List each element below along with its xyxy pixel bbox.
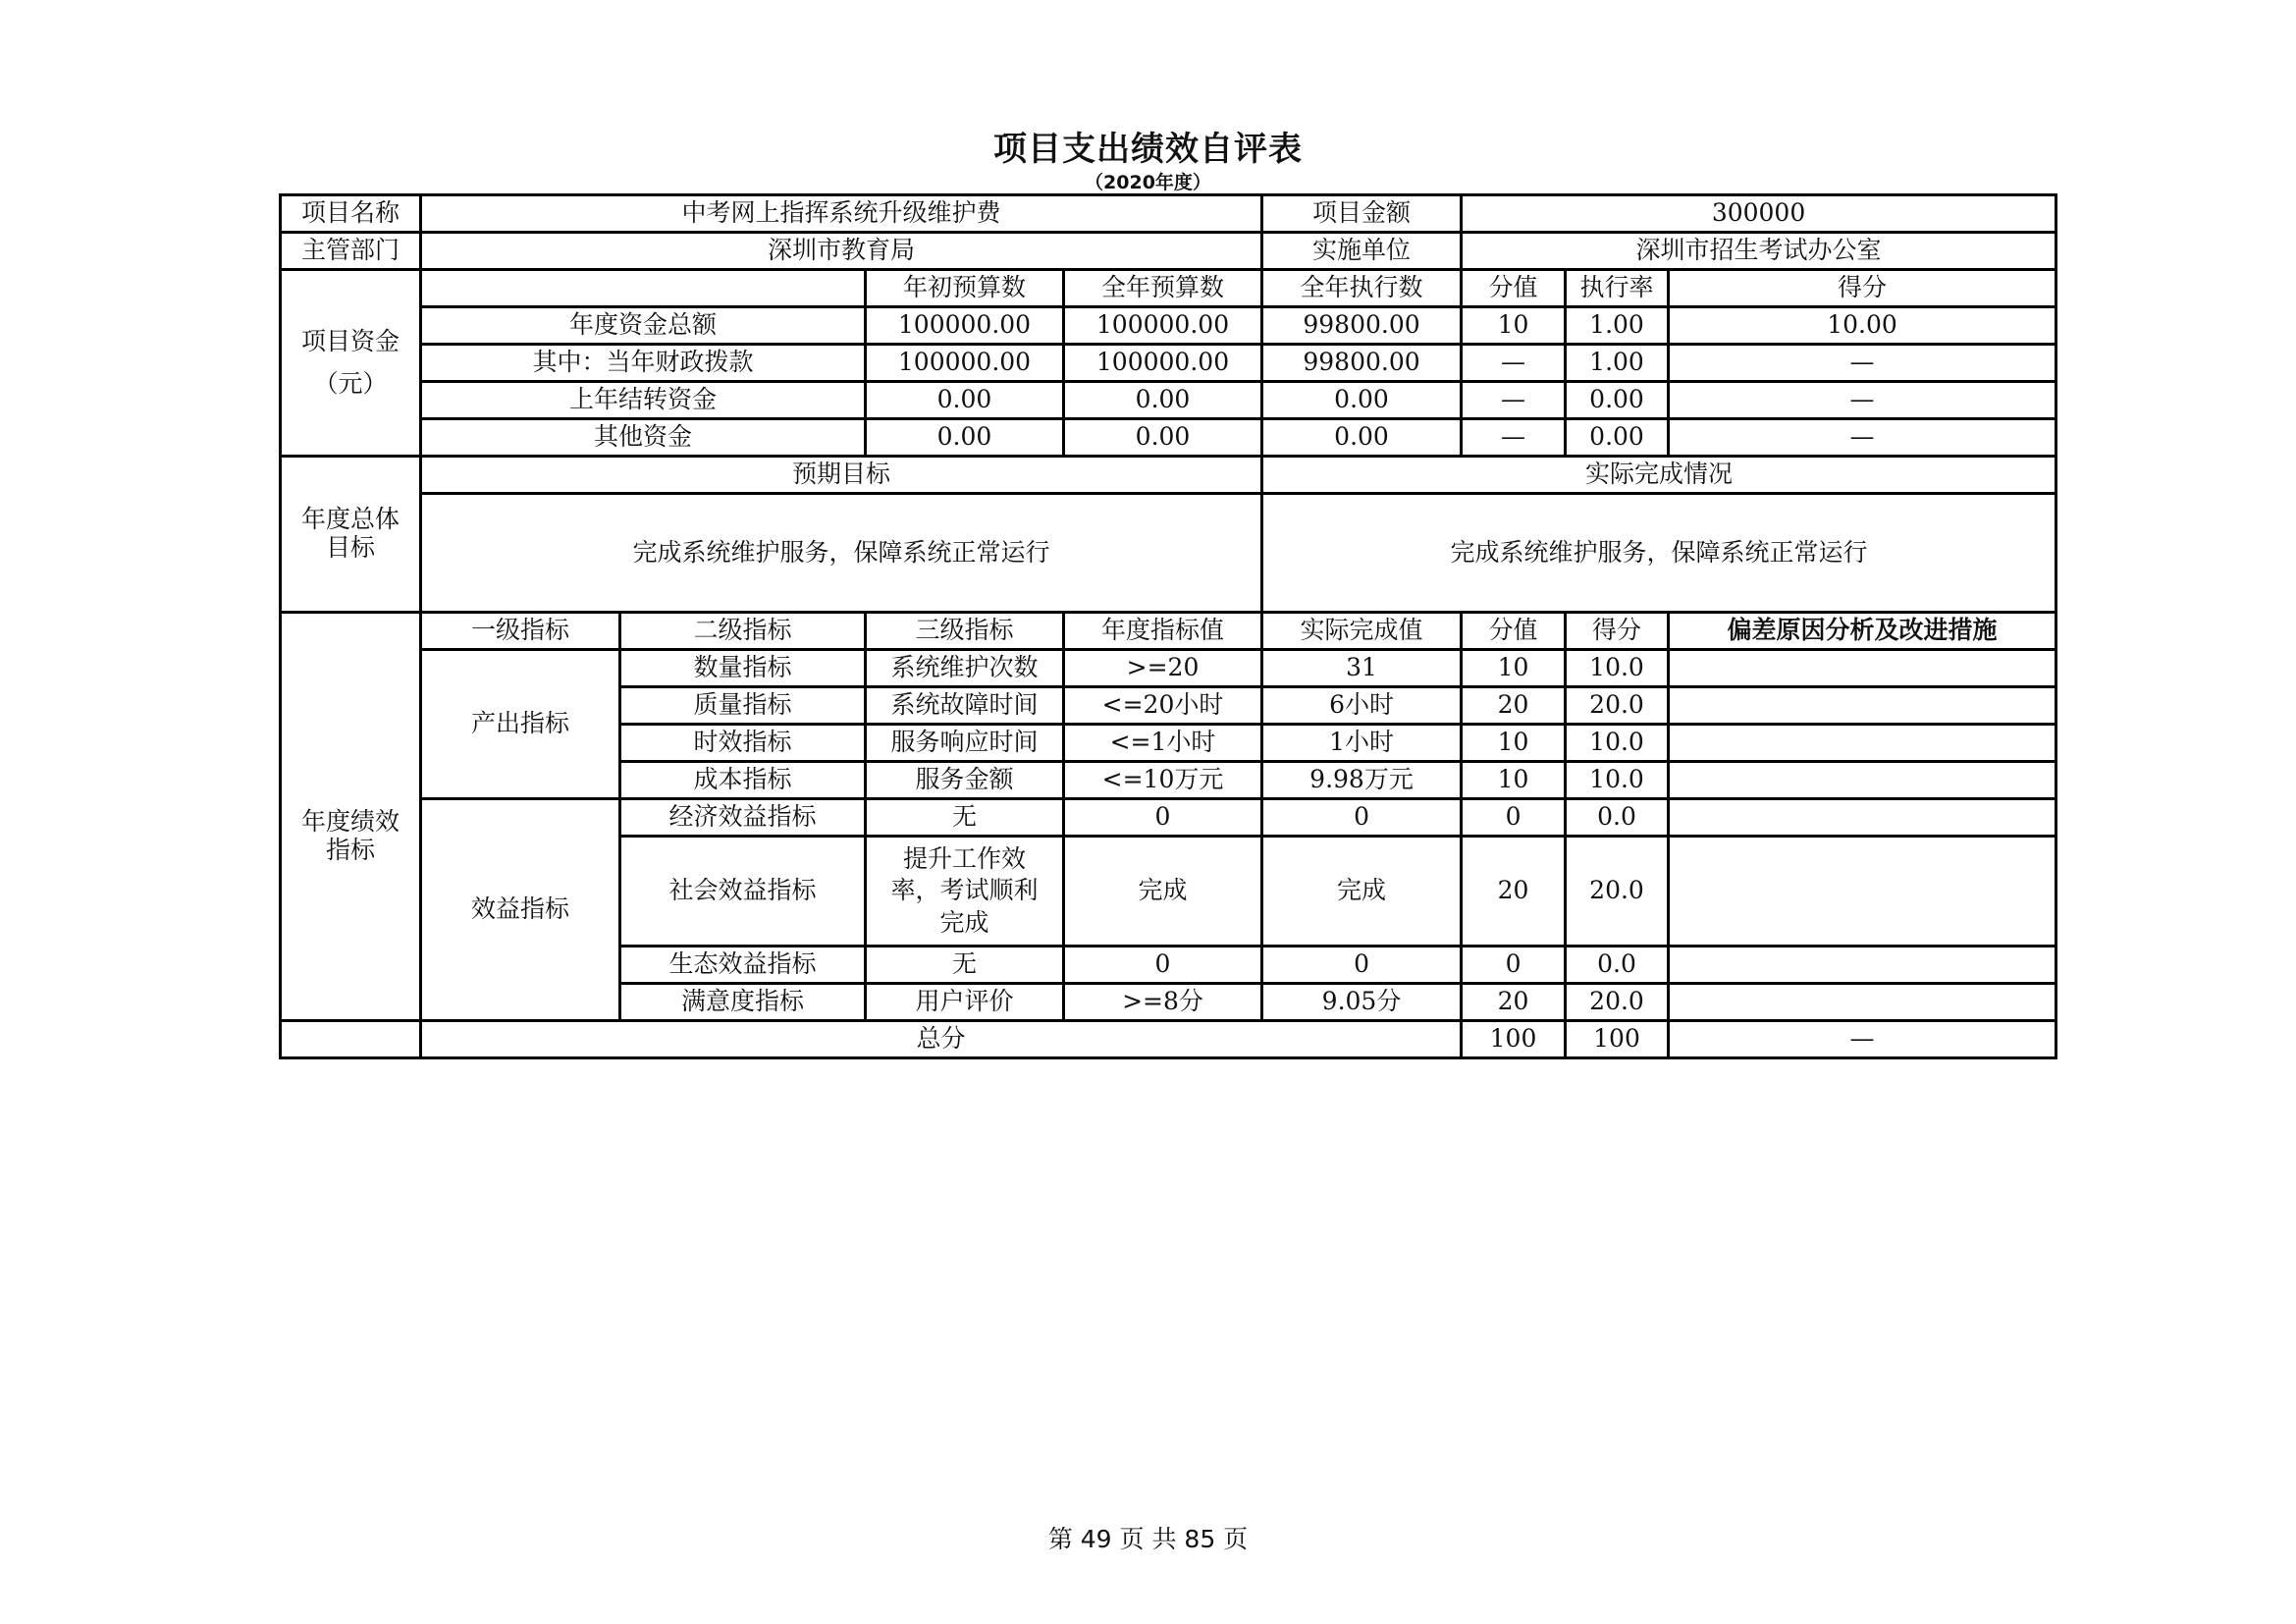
funds-initial-budget: 0.00 (866, 419, 1064, 457)
actual-goal-text: 完成系统维护服务，保障系统正常运行 (1262, 494, 2056, 613)
target-value: >=8分 (1064, 984, 1262, 1021)
funds-score: — (1669, 419, 2056, 457)
project-amount-value: 300000 (1462, 195, 2056, 233)
score: 10.0 (1566, 650, 1669, 687)
funds-header-row (281, 270, 2056, 307)
project-amount-label: 项目金额 (1262, 195, 1462, 233)
level1-benefit: 效益指标 (421, 799, 620, 1021)
funds-row-label: 年度资金总额 (421, 307, 866, 345)
total-label: 总分 (421, 1021, 1462, 1058)
funds-rate: 1.00 (1566, 345, 1669, 382)
total-row (281, 1021, 2056, 1058)
funds-score: — (1669, 382, 2056, 419)
score: 20.0 (1566, 687, 1669, 725)
funds-annual-budget: 0.00 (1064, 419, 1262, 457)
weight: 20 (1462, 837, 1566, 947)
funds-row (281, 382, 2056, 419)
actual-value: 0 (1262, 799, 1462, 837)
target-value: <=10万元 (1064, 762, 1262, 799)
funds-rate: 1.00 (1566, 307, 1669, 345)
funds-section-label (281, 270, 421, 457)
funds-score: 10.00 (1669, 307, 2056, 345)
level3: 无 (866, 799, 1064, 837)
score: 10.0 (1566, 725, 1669, 762)
goal-content-row (281, 494, 2056, 613)
weight: 0 (1462, 799, 1566, 837)
header-level1: 一级指标 (421, 613, 620, 650)
funds-header-blank (421, 270, 866, 307)
level2: 数量指标 (620, 650, 866, 687)
target-value: 0 (1064, 799, 1262, 837)
funds-weight: 10 (1462, 307, 1566, 345)
indicator-row (281, 650, 2056, 687)
level3: 服务响应时间 (866, 725, 1064, 762)
funds-row-label: 其他资金 (421, 419, 866, 457)
total-score: 100 (1566, 1021, 1669, 1058)
actual-value: 9.98万元 (1262, 762, 1462, 799)
level3-text: 提升工作效率，考试顺利完成 (890, 843, 1039, 937)
weight: 10 (1462, 725, 1566, 762)
actual-goal-label: 实际完成情况 (1262, 457, 2056, 494)
funds-header-initial-budget: 年初预算数 (866, 270, 1064, 307)
header-score: 得分 (1566, 613, 1669, 650)
target-value: 0 (1064, 947, 1262, 984)
remark (1669, 799, 2056, 837)
self-evaluation-table (279, 193, 2057, 1059)
funds-weight: — (1462, 382, 1566, 419)
score: 0.0 (1566, 799, 1669, 837)
funds-initial-budget: 100000.00 (866, 345, 1064, 382)
actual-value: 0 (1262, 947, 1462, 984)
level2: 成本指标 (620, 762, 866, 799)
funds-row (281, 307, 2056, 345)
funds-rate: 0.00 (1566, 419, 1669, 457)
funds-score: — (1669, 345, 2056, 382)
remark (1669, 984, 2056, 1021)
weight: 10 (1462, 762, 1566, 799)
impl-unit-value: 深圳市招生考试办公室 (1462, 233, 2056, 270)
level3 (866, 837, 1064, 947)
remark (1669, 650, 2056, 687)
actual-value: 9.05分 (1262, 984, 1462, 1021)
level3: 系统故障时间 (866, 687, 1064, 725)
score: 10.0 (1566, 762, 1669, 799)
level3: 服务金额 (866, 762, 1064, 799)
funds-row-label: 上年结转资金 (421, 382, 866, 419)
funds-initial-budget: 100000.00 (866, 307, 1064, 345)
target-value: <=20小时 (1064, 687, 1262, 725)
target-value: 完成 (1064, 837, 1262, 947)
expected-goal-label: 预期目标 (421, 457, 1262, 494)
header-target: 年度指标值 (1064, 613, 1262, 650)
level2: 满意度指标 (620, 984, 866, 1021)
page-footer: 第 49 页 共 85 页 (1047, 1525, 1249, 1553)
actual-value: 1小时 (1262, 725, 1462, 762)
header-level2: 二级指标 (620, 613, 866, 650)
score: 0.0 (1566, 947, 1669, 984)
total-blank (281, 1021, 421, 1058)
goal-section-line1: 年度总体 (300, 505, 400, 534)
header-level3: 三级指标 (866, 613, 1064, 650)
funds-row (281, 345, 2056, 382)
project-name-label: 项目名称 (281, 195, 421, 233)
remark (1669, 947, 2056, 984)
target-value: >=20 (1064, 650, 1262, 687)
dept-label: 主管部门 (281, 233, 421, 270)
weight: 20 (1462, 687, 1566, 725)
project-name-value: 中考网上指挥系统升级维护费 (421, 195, 1262, 233)
document-subtitle: （2020年度） (1085, 172, 1211, 193)
funds-annual-budget: 100000.00 (1064, 345, 1262, 382)
header-actual: 实际完成值 (1262, 613, 1462, 650)
header-remark: 偏差原因分析及改进措施 (1669, 613, 2056, 650)
total-weight: 100 (1462, 1021, 1566, 1058)
level2: 经济效益指标 (620, 799, 866, 837)
funds-header-executed: 全年执行数 (1262, 270, 1462, 307)
header-weight: 分值 (1462, 613, 1566, 650)
impl-unit-label: 实施单位 (1262, 233, 1462, 270)
expected-goal-text: 完成系统维护服务，保障系统正常运行 (421, 494, 1262, 613)
funds-annual-budget: 100000.00 (1064, 307, 1262, 345)
score: 20.0 (1566, 837, 1669, 947)
indicator-row (281, 799, 2056, 837)
level2: 生态效益指标 (620, 947, 866, 984)
funds-weight: — (1462, 345, 1566, 382)
funds-header-score: 得分 (1669, 270, 2056, 307)
funds-rate: 0.00 (1566, 382, 1669, 419)
level2: 时效指标 (620, 725, 866, 762)
funds-executed: 0.00 (1262, 382, 1462, 419)
funds-section-title: 项目资金 (300, 326, 400, 355)
indicator-header-row (281, 613, 2056, 650)
funds-weight: — (1462, 419, 1566, 457)
remark (1669, 687, 2056, 725)
weight: 20 (1462, 984, 1566, 1021)
dept-value: 深圳市教育局 (421, 233, 1262, 270)
funds-section-unit: （元） (313, 368, 388, 398)
indicator-section-line2: 指标 (325, 835, 375, 864)
funds-header-rate: 执行率 (1566, 270, 1669, 307)
weight: 0 (1462, 947, 1566, 984)
remark (1669, 762, 2056, 799)
indicator-section-label (281, 613, 421, 1021)
goal-section-label (281, 457, 421, 613)
weight: 10 (1462, 650, 1566, 687)
level3: 系统维护次数 (866, 650, 1064, 687)
funds-row (281, 419, 2056, 457)
level2: 质量指标 (620, 687, 866, 725)
funds-initial-budget: 0.00 (866, 382, 1064, 419)
actual-value: 6小时 (1262, 687, 1462, 725)
level1-output: 产出指标 (421, 650, 620, 799)
actual-value: 完成 (1262, 837, 1462, 947)
level3: 无 (866, 947, 1064, 984)
table-row-project-name (281, 195, 2056, 233)
funds-executed: 0.00 (1262, 419, 1462, 457)
document-title: 项目支出绩效自评表 (993, 130, 1303, 169)
level3: 用户评价 (866, 984, 1064, 1021)
funds-header-weight: 分值 (1462, 270, 1566, 307)
funds-header-annual-budget: 全年预算数 (1064, 270, 1262, 307)
remark (1669, 837, 2056, 947)
table-row-department (281, 233, 2056, 270)
remark (1669, 725, 2056, 762)
funds-executed: 99800.00 (1262, 345, 1462, 382)
actual-value: 31 (1262, 650, 1462, 687)
level2: 社会效益指标 (620, 837, 866, 947)
goal-section-line2: 目标 (325, 533, 375, 562)
funds-annual-budget: 0.00 (1064, 382, 1262, 419)
target-value: <=1小时 (1064, 725, 1262, 762)
score: 20.0 (1566, 984, 1669, 1021)
goal-header-row (281, 457, 2056, 494)
total-remark: — (1669, 1021, 2056, 1058)
funds-row-label: 其中：当年财政拨款 (421, 345, 866, 382)
indicator-section-line1: 年度绩效 (300, 806, 400, 836)
funds-executed: 99800.00 (1262, 307, 1462, 345)
